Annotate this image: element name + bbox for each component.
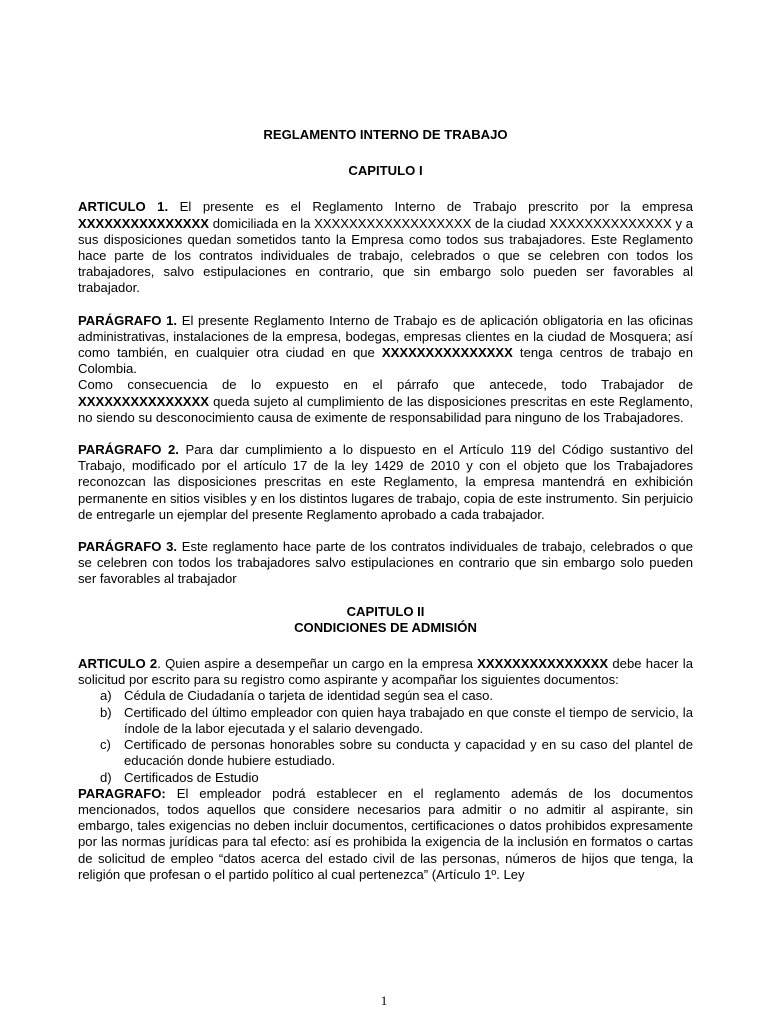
- chapter-2-subtitle: CONDICIONES DE ADMISIÓN: [294, 619, 477, 635]
- document-body: [78, 127, 693, 883]
- list-item: b) Certificado del último empleador con quien haya trabajado en que conste el tiempo de servicio, la índole de la labor ejecutada y el salario devengado.: [100, 704, 693, 736]
- list-item: a) Cédula de Ciudadanía o tarjeta de identidad según sea el caso.: [100, 688, 494, 704]
- paragraph-1-label: PARÁGRAFO 1.: [78, 312, 178, 328]
- chapter-1-heading: CAPITULO I: [348, 163, 423, 179]
- chapter-2-heading: CAPITULO II: [346, 603, 425, 619]
- article-2: ARTICULO 2. Quien aspire a desempeñar un cargo en la empresa XXXXXXXXXXXXXXX debe hacer la solicitud por escrito para su registro como aspirante y acompañar los siguientes documentos:: [78, 656, 693, 688]
- paragraph-final-label: PARAGRAFO:: [78, 785, 166, 801]
- article-2-label: ARTICULO 2: [78, 656, 158, 672]
- list-marker: a): [100, 688, 112, 704]
- page-number: 1: [380, 993, 388, 1008]
- paragraph-1-continuation: Como consecuencia de lo expuesto en el párrafo que antecede, todo Trabajador de XXXXXXXXXXXXXXX queda sujeto al cumplimiento de las disposiciones prescritas en este Reglamento, no siendo su desconocimiento causa de eximente de responsabilidad para ninguno de los Trabajadores.: [78, 377, 693, 425]
- paragraph-2-label: PARÁGRAFO 2.: [78, 442, 179, 458]
- document-title: REGLAMENTO INTERNO DE TRABAJO: [263, 127, 508, 142]
- article-1-label: ARTICULO 1.: [78, 199, 169, 215]
- required-documents-list: [78, 688, 693, 785]
- paragraph-3: PARÁGRAFO 3. Este reglamento hace parte de los contratos individuales de trabajo, celebrados o que se celebren con todos los trabajadores salvo estipulaciones en contrario que sin embargo solo pueden ser favorables al trabajador: [78, 539, 693, 587]
- list-item: d) Certificados de Estudio: [100, 769, 259, 785]
- paragraph-final: PARAGRAFO: El empleador podrá establecer en el reglamento además de los documentos mencionados, todos aquellos que considere necesarios para admitir o no admitir al aspirante, sin embargo, tales exigencias no deben incluir documentos, certificaciones o datos prohibidos expresamente por las normas jurídicas para tal efecto: así es prohibida la exigencia de la inclusión en formatos o cartas de solicitud de empleo “datos acerca del estado civil de las personas, números de hijos que tenga, la religión que profesan o el partido político al cual pertenezca” (Artículo 1º. Ley: [78, 785, 693, 882]
- paragraph-1: PARÁGRAFO 1. El presente Reglamento Interno de Trabajo es de aplicación obligatoria en las oficinas administrativas, instalaciones de la empresa, bodegas, empresas clientes en la ciudad de Mosquera; así como también, en cualquier otra ciudad en que XXXXXXXXXXXXXXX tenga centros de trabajo en Colombia.: [78, 312, 693, 377]
- company-placeholder: XXXXXXXXXXXXXXX: [78, 215, 210, 231]
- list-marker: c): [100, 737, 111, 753]
- company-placeholder: XXXXXXXXXXXXXXX: [381, 345, 513, 361]
- company-placeholder: XXXXXXXXXXXXXXX: [477, 656, 609, 672]
- paragraph-2: PARÁGRAFO 2. Para dar cumplimiento a lo dispuesto en el Artículo 119 del Código sustantivo del Trabajo, modificado por el artículo 17 de la ley 1429 de 2010 y con el objeto que los Trabajadores reconozcan las disposiciones prescritas en este Reglamento, la empresa mantendrá en exhibición permanente en sitios visibles y en los distintos lugares de trabajo, copia de este instrumento. Sin perjuicio de entregarle un ejemplar del presente Reglamento aprobado a cada trabajador.: [78, 442, 693, 522]
- company-placeholder: XXXXXXXXXXXXXXX: [78, 393, 210, 409]
- list-marker: d): [100, 769, 112, 785]
- list-marker: b): [100, 704, 112, 720]
- paragraph-3-label: PARÁGRAFO 3.: [78, 539, 178, 555]
- list-item: c) Certificado de personas honorables sobre su conducta y capacidad y en su caso del plantel de educación donde hubiere estudiado.: [100, 737, 693, 769]
- article-1: ARTICULO 1. El presente es el Reglamento Interno de Trabajo prescrito por la empresa XXXXXXXXXXXXXXX domiciliada en la XXXXXXXXXXXXXXXXXX de la ciudad XXXXXXXXXXXXXX y a sus disposiciones quedan sometidos tanto la Empresa como todos sus trabajadores. Este Reglamento hace parte de los contratos individuales de trabajo, celebrados o que se celebren con todos los trabajadores, salvo estipulaciones en contrario, que sin embargo solo pueden ser favorables al trabajador.: [78, 199, 693, 296]
